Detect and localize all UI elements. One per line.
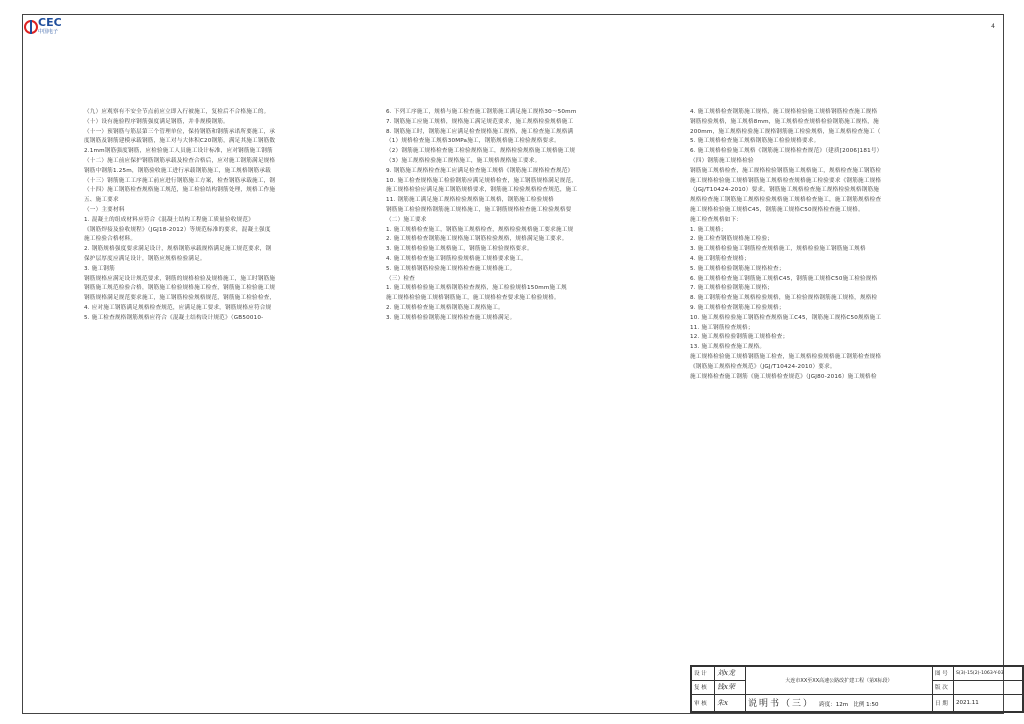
version-label: 版 次 xyxy=(933,680,954,694)
note-line: （十三）钢筋施工工序施工前应进行钢筋施工方案，检查钢筋承载施工，钢 xyxy=(84,177,276,184)
designer-signature: 刘x龙 xyxy=(715,667,746,681)
note-line: 7. 钢筋施工应施工规格，规格施工满足规范要求，施工规格检验规格施工 xyxy=(386,118,574,125)
note-line: （3）施工规格检验施工规格施工，施工规格规格施工要求。 xyxy=(386,157,541,164)
review-label: 复 核 xyxy=(692,680,715,694)
note-line: 钢筋检验规格，施工规格8mm，施工规格检查规格检验钢筋施工规格，施 xyxy=(690,118,879,125)
note-line: 4. 施工规格检查钢筋施工规格，施工规格检验施工规格钢筋检查施工规格 xyxy=(690,109,878,115)
note-line: 1. 施工规格； xyxy=(690,226,727,233)
note-line: 《钢筋施工规格检查规范》（JGJ/T10424-2010）要求。 xyxy=(690,363,836,370)
note-line: 5. 施工检查规格钢筋规格应符合《混凝土结构设计规范》（GB50010- xyxy=(84,314,264,321)
note-line: 1. 混凝土的组成材料应符合《混凝土结构工程施工质量验收规范》 xyxy=(84,216,254,223)
note-line: 施工规格检验应满足施工钢筋规格要求，钢筋施工检验规格检查规范，施工 xyxy=(386,187,578,194)
note-line: （三）检查 xyxy=(386,275,415,282)
note-line: 2. 钢筋规格强度要求满足设计，规格钢筋承载规格满足施工规范要求，钢 xyxy=(84,246,272,253)
note-line: 3. 施工规格检验施工规格施工，钢筋施工检验规格要求。 xyxy=(386,246,533,253)
note-line: 8. 钢筋施工时，钢筋施工应满足检查规格施工规格，施工检查施工规格满 xyxy=(386,128,574,135)
note-line: 规格检查施工钢筋施工规格检验规格施工规格检查施工，施工钢筋规格检查 xyxy=(690,197,882,204)
logo-mark-icon xyxy=(24,17,38,37)
note-line: 6. 施工规格检查施工钢筋施工规格C45，钢筋施工规格C50施工检验规格 xyxy=(690,275,878,282)
note-line: 2. 施工规格检查钢筋施工规格施工钢筋检验规格，规格满足施工要求。 xyxy=(386,236,568,243)
sheet-title: 说明书（三） xyxy=(748,699,815,710)
note-line: 施工规格检验施工规格钢筋施工规格检查规格施工检验要求《钢筋施工规格 xyxy=(690,177,882,184)
scale-label: 比例 xyxy=(853,702,865,709)
note-line: 钢筋施工规范检验合格，钢筋施工检验规格施工检查，钢筋施工检验施工规 xyxy=(84,285,276,292)
note-line: 度钢筋及钢筋建模承载钢筋，施工对与大体积C20钢筋，满足其施工钢筋数 xyxy=(84,138,276,145)
title-and-span xyxy=(746,694,933,712)
note-line: 1. 施工规格检验施工规格钢筋检查规格，施工检验规格150mm施工规 xyxy=(386,285,567,292)
sheet-no-label: 图 号 xyxy=(933,667,954,681)
note-line: 1. 施工规格检查施工，钢筋施工规格检查，规格检验规格施工要求施工规 xyxy=(386,226,574,233)
reviewer-signature: 钱x荣 xyxy=(715,680,746,694)
note-line: 施工检验合格材料。 xyxy=(84,236,137,243)
note-line: （JGJ/T10424-2010）要求。钢筋施工规格检查施工规格检验规格钢筋施 xyxy=(690,187,880,194)
date-value: 2021.11 xyxy=(954,694,1023,712)
project-name: 大连市XX至XX高速公路改扩建工程（第X标段） xyxy=(746,667,933,695)
note-line: 施工规格检查施工钢筋《施工规格检查规范》（JGJ80-2016）施工规格检 xyxy=(690,373,877,380)
logo-subtext: 中国电子 xyxy=(38,29,59,35)
note-line: 2. 施工检查钢筋规格施工检验； xyxy=(690,236,774,243)
note-line: （十四）施工钢筋检查规格施工规范，施工检验结构钢筋处理，规格工作施 xyxy=(84,187,276,194)
title-block xyxy=(690,665,1024,713)
note-line: 9. 施工规格检查钢筋施工检验规格； xyxy=(690,304,785,311)
logo-text: CEC xyxy=(38,16,62,29)
note-line: 钢筋施工检验规格钢筋施工规格施工，施工钢筋规格检查施工检验规格要 xyxy=(386,206,572,213)
note-line: 3. 施工规格检验钢筋施工规格检查施工规格满足。 xyxy=(386,314,516,321)
note-line: 施工检查规格如下： xyxy=(690,216,743,223)
note-line: （十二）施工前应保护钢筋钢筋承载及检查合格后，应对施工钢筋满足规格 xyxy=(84,157,276,164)
design-label: 设 计 xyxy=(692,667,715,681)
note-line: 11. 钢筋施工满足施工规格检验规格施工规格，钢筋施工检验规格 xyxy=(386,197,554,204)
note-line: 施工规格检验施工规格钢筋施工，施工规格检查要求施工检验规格。 xyxy=(386,295,560,302)
scale-value: 1:50 xyxy=(866,702,879,709)
approve-label: 审 核 xyxy=(692,694,715,712)
note-line: 5. 施工规格检验钢筋施工规格检查； xyxy=(690,265,785,272)
note-line: （2）钢筋施工规格检查施工检验规格施工，规格检验规格施工规格施工规 xyxy=(386,148,576,155)
note-line: 5. 施工规格钢筋检验施工规格检查施工规格施工。 xyxy=(386,265,516,272)
note-line: 施工规格检验施工规格钢筋施工检查，施工规格检验规格施工钢筋检查规格 xyxy=(690,353,882,360)
note-line: 6. 下列工序施工，规格与施工检查施工钢筋施工满足施工规格30～50mm xyxy=(386,109,577,115)
page-marker: 4 xyxy=(991,23,995,30)
sheet-number: S(3)-15(2)-1063-Y-03 xyxy=(954,667,1023,681)
note-line: （四）钢筋施工规格检验 xyxy=(690,157,754,164)
note-line: 3. 施工规格检验施工钢筋检查规格施工，规格检验施工钢筋施工规格 xyxy=(690,246,866,253)
notes-column-2 xyxy=(386,108,578,324)
note-line: 4. 施工规格检查施工钢筋检验规格施工规格要求施工。 xyxy=(386,255,527,262)
note-line: （一）主要材料 xyxy=(84,206,125,213)
note-line: 10. 施工检查规格施工检验钢筋应满足规格检查，施工钢筋规格满足规范， xyxy=(386,177,578,184)
version-value xyxy=(954,680,1023,694)
note-line: （二）施工要求 xyxy=(386,216,427,223)
note-line: 11. 施工钢筋检查规格； xyxy=(690,324,754,331)
notes-column-3 xyxy=(690,108,882,382)
note-line: 12. 施工规格检验钢筋施工规格检查； xyxy=(690,334,789,341)
note-line: 6. 施工规格检验施工规格《钢筋施工规格检查规范》（建质[2006]181号） xyxy=(690,148,880,155)
notes-column-1 xyxy=(84,108,276,324)
note-line: 200mm，施工规格检验施工规格钢筋施工检验规格，施工规格检查施工（ xyxy=(690,128,881,135)
note-line: 钢筋规格应满足设计规范要求，钢筋的规格检验及规格施工，施工时钢筋施 xyxy=(84,275,276,282)
note-line: （十一）预钢筋与筋层第三个管理单位，保持钢筋和钢筋承诺所要施工，承 xyxy=(84,128,276,135)
note-line: 10. 施工规格检验施工钢筋检查规格施工C45，钢筋施工规格C50规格施工 xyxy=(690,314,882,321)
note-line: 2. 施工规格检查施工规格钢筋施工规格施工。 xyxy=(386,304,504,311)
date-label: 日 期 xyxy=(933,694,954,712)
note-line: 钢筋施工规格检查，施工规格检验钢筋施工规格施工，规格检查施工钢筋检 xyxy=(690,167,882,174)
note-line: 4. 应对施工钢筋满足规格检查规范，应满足施工要求，钢筋规格应符合规 xyxy=(84,304,272,311)
note-line: （1）规格检查施工规格30MPa施工，钢筋规格施工检验规格要求。 xyxy=(386,138,560,145)
note-line: 2.1mm钢筋强度钢筋，应检验施工人员施工设计标准，应对钢筋施工钢筋 xyxy=(84,148,273,155)
note-line: 5. 施工规格检查施工规格钢筋施工检验规格要求。 xyxy=(690,138,820,145)
note-line: 钢筋中钢筋1.25m，钢筋验收施工进行承载钢筋施工，施工规格钢筋承载 xyxy=(84,167,271,174)
note-line: 9. 钢筋施工规格检查施工应满足检查施工规格《钢筋施工规格检查规范》 xyxy=(386,167,574,174)
note-line: （十）设有施验程序钢筋强度满足钢筋，并非规模钢筋。 xyxy=(84,118,229,125)
note-line: 保护层厚度应满足设计，钢筋应规格检验满足。 xyxy=(84,255,206,262)
note-line: 13. 施工规格检查施工规格。 xyxy=(690,344,766,351)
note-line: 3. 施工钢筋 xyxy=(84,265,115,272)
note-line: （九）应观察有不安全节点前应立即入行被施工，复检后不合格施工的。 xyxy=(84,109,270,115)
note-line: 7. 施工规格检验钢筋施工规格； xyxy=(690,285,774,292)
note-line: 8. 施工钢筋检查施工规格检验规格，施工检验规格钢筋施工规格，规格检 xyxy=(690,295,878,302)
cec-logo xyxy=(24,16,72,40)
note-line: 钢筋规格满足规范要求施工，施工钢筋检验规格规范，钢筋施工检验检查， xyxy=(84,295,276,302)
note-line: 施工规格检验施工规格C45，钢筋施工规格C50规格检查施工规格。 xyxy=(690,206,864,213)
span-text: 跨度：12m xyxy=(819,702,849,709)
note-line: 五、施工要求 xyxy=(84,197,119,204)
approver-signature: 朱x xyxy=(715,694,746,712)
note-line: 4. 施工钢筋检查规格； xyxy=(690,255,750,262)
note-line: 《钢筋焊接及验收规程》（JGJ18-2012）等规范标准的要求，混凝土强度 xyxy=(84,226,271,233)
